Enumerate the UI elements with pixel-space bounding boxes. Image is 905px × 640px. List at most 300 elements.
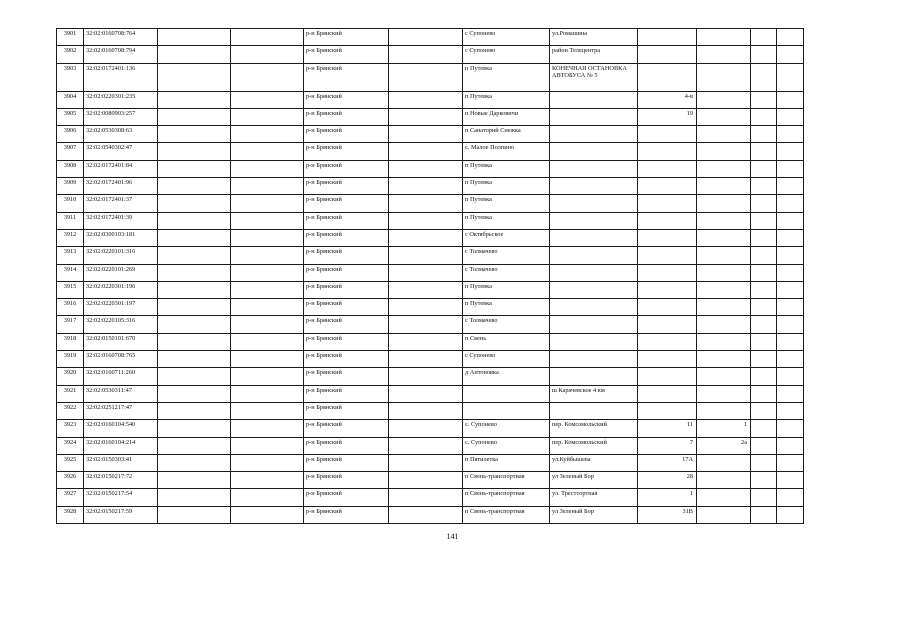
cadastral-number: 32:02:0150217:54 <box>84 489 158 506</box>
row-number: 3905 <box>57 108 84 125</box>
row-number: 3916 <box>57 299 84 316</box>
empty-cell <box>751 506 777 523</box>
empty-cell <box>751 46 777 63</box>
empty-cell <box>751 247 777 264</box>
empty-cell <box>777 264 804 281</box>
street: пер. Комсомольский <box>550 420 638 437</box>
locality: с Толмачево <box>463 316 550 333</box>
empty-cell <box>231 333 304 350</box>
empty-cell <box>751 264 777 281</box>
empty-cell <box>751 91 777 108</box>
empty-cell <box>231 489 304 506</box>
locality: с Октябрьское <box>463 229 550 246</box>
house-number: 7 <box>638 437 697 454</box>
house-number <box>638 212 697 229</box>
cadastral-number: 32:02:0251217:47 <box>84 402 158 419</box>
empty-cell <box>751 385 777 402</box>
district: р-н Брянский <box>304 212 389 229</box>
empty-cell <box>158 281 231 298</box>
street <box>550 212 638 229</box>
cadastral-number: 32:02:0220301:196 <box>84 281 158 298</box>
empty-cell <box>158 472 231 489</box>
district: р-н Брянский <box>304 29 389 46</box>
empty-cell <box>158 489 231 506</box>
row-number: 3919 <box>57 351 84 368</box>
house-number: 1 <box>638 489 697 506</box>
empty-cell <box>389 229 463 246</box>
house-number: 19 <box>638 108 697 125</box>
building-number <box>697 281 751 298</box>
building-number <box>697 160 751 177</box>
row-number: 3902 <box>57 46 84 63</box>
building-number <box>697 472 751 489</box>
row-number: 3906 <box>57 126 84 143</box>
house-number <box>638 299 697 316</box>
empty-cell <box>158 195 231 212</box>
empty-cell <box>777 91 804 108</box>
empty-cell <box>777 108 804 125</box>
empty-cell <box>777 46 804 63</box>
house-number <box>638 264 697 281</box>
empty-cell <box>751 178 777 195</box>
empty-cell <box>777 472 804 489</box>
locality: п Пятилетка <box>463 454 550 471</box>
house-number <box>638 143 697 160</box>
cadastral-number: 32:02:0172401:37 <box>84 195 158 212</box>
street <box>550 316 638 333</box>
empty-cell <box>777 454 804 471</box>
row-number: 3918 <box>57 333 84 350</box>
empty-cell <box>389 91 463 108</box>
row-number: 3903 <box>57 63 84 91</box>
cadastral-number: 32:02:0172401:39 <box>84 212 158 229</box>
empty-cell <box>389 351 463 368</box>
empty-cell <box>158 143 231 160</box>
empty-cell <box>751 143 777 160</box>
street <box>550 108 638 125</box>
empty-cell <box>389 63 463 91</box>
empty-cell <box>777 126 804 143</box>
empty-cell <box>389 299 463 316</box>
empty-cell <box>751 333 777 350</box>
house-number <box>638 195 697 212</box>
house-number <box>638 29 697 46</box>
table-row <box>57 333 804 350</box>
building-number <box>697 385 751 402</box>
empty-cell <box>751 108 777 125</box>
empty-cell <box>389 506 463 523</box>
cadastral-number: 32:02:0530308:63 <box>84 126 158 143</box>
empty-cell <box>751 29 777 46</box>
table-row <box>57 160 804 177</box>
empty-cell <box>777 351 804 368</box>
table-row <box>57 143 804 160</box>
row-number: 3924 <box>57 437 84 454</box>
empty-cell <box>777 281 804 298</box>
building-number: 1 <box>697 420 751 437</box>
cadastral-number: 32:02:0220101:269 <box>84 264 158 281</box>
house-number <box>638 333 697 350</box>
empty-cell <box>389 489 463 506</box>
cadastral-number: 32:02:0160708:765 <box>84 351 158 368</box>
row-number: 3914 <box>57 264 84 281</box>
empty-cell <box>158 368 231 385</box>
locality: с. Супонево <box>463 420 550 437</box>
empty-cell <box>231 420 304 437</box>
building-number <box>697 195 751 212</box>
empty-cell <box>231 281 304 298</box>
empty-cell <box>158 402 231 419</box>
street: ул Зеленый Бор <box>550 506 638 523</box>
table-row <box>57 195 804 212</box>
row-number: 3907 <box>57 143 84 160</box>
locality <box>463 402 550 419</box>
district: р-н Брянский <box>304 143 389 160</box>
district: р-н Брянский <box>304 385 389 402</box>
cadastral-number: 32:02:0160711:260 <box>84 368 158 385</box>
table-row <box>57 247 804 264</box>
empty-cell <box>389 420 463 437</box>
empty-cell <box>389 247 463 264</box>
empty-cell <box>158 299 231 316</box>
district: р-н Брянский <box>304 178 389 195</box>
locality: с. Малое Полпино <box>463 143 550 160</box>
table-row <box>57 264 804 281</box>
empty-cell <box>231 178 304 195</box>
empty-cell <box>158 126 231 143</box>
district: р-н Брянский <box>304 420 389 437</box>
empty-cell <box>389 126 463 143</box>
building-number <box>697 264 751 281</box>
street: ш Карачевское 4 км <box>550 385 638 402</box>
empty-cell <box>231 247 304 264</box>
district: р-н Брянский <box>304 108 389 125</box>
street: ул Зеленый Бор <box>550 472 638 489</box>
empty-cell <box>389 333 463 350</box>
row-number: 3928 <box>57 506 84 523</box>
district: р-н Брянский <box>304 126 389 143</box>
house-number: 4-в <box>638 91 697 108</box>
empty-cell <box>777 402 804 419</box>
locality: с Толмачево <box>463 247 550 264</box>
page-number: 141 <box>446 532 459 541</box>
locality: п Путевка <box>463 281 550 298</box>
empty-cell <box>751 281 777 298</box>
empty-cell <box>777 506 804 523</box>
empty-cell <box>777 333 804 350</box>
street <box>550 281 638 298</box>
row-number: 3923 <box>57 420 84 437</box>
empty-cell <box>389 385 463 402</box>
table-row <box>57 437 804 454</box>
building-number <box>697 46 751 63</box>
building-number <box>697 489 751 506</box>
empty-cell <box>389 195 463 212</box>
table-row <box>57 126 804 143</box>
building-number: 2а <box>697 437 751 454</box>
empty-cell <box>231 368 304 385</box>
district: р-н Брянский <box>304 195 389 212</box>
cadastral-number: 32:02:0160104:540 <box>84 420 158 437</box>
locality: п Свень-транспортная <box>463 472 550 489</box>
house-number <box>638 178 697 195</box>
empty-cell <box>231 402 304 419</box>
building-number <box>697 143 751 160</box>
street <box>550 299 638 316</box>
street <box>550 160 638 177</box>
cadastral-number: 32:02:0220101:316 <box>84 247 158 264</box>
building-number <box>697 351 751 368</box>
empty-cell <box>751 454 777 471</box>
table-row <box>57 108 804 125</box>
street <box>550 351 638 368</box>
locality: п Свень <box>463 333 550 350</box>
empty-cell <box>777 489 804 506</box>
building-number <box>697 368 751 385</box>
district: р-н Брянский <box>304 281 389 298</box>
empty-cell <box>158 437 231 454</box>
row-number: 3912 <box>57 229 84 246</box>
street <box>550 247 638 264</box>
empty-cell <box>751 420 777 437</box>
house-number <box>638 385 697 402</box>
street: ул.Ромашина <box>550 29 638 46</box>
empty-cell <box>751 229 777 246</box>
house-number: 31В <box>638 506 697 523</box>
empty-cell <box>158 247 231 264</box>
building-number <box>697 212 751 229</box>
cadastral-number: 32:02:0172401:96 <box>84 178 158 195</box>
table-row <box>57 454 804 471</box>
cadastral-number: 32:02:0220301:197 <box>84 299 158 316</box>
table-row <box>57 402 804 419</box>
empty-cell <box>777 316 804 333</box>
table-row <box>57 385 804 402</box>
cadastral-number: 32:02:0160104:214 <box>84 437 158 454</box>
empty-cell <box>158 385 231 402</box>
row-number: 3922 <box>57 402 84 419</box>
row-number: 3926 <box>57 472 84 489</box>
empty-cell <box>777 195 804 212</box>
street <box>550 333 638 350</box>
house-number <box>638 351 697 368</box>
district: р-н Брянский <box>304 333 389 350</box>
row-number: 3927 <box>57 489 84 506</box>
street: ул.Куйбышева <box>550 454 638 471</box>
empty-cell <box>231 63 304 91</box>
district: р-н Брянский <box>304 472 389 489</box>
table-row <box>57 506 804 523</box>
locality: с Супонево <box>463 351 550 368</box>
district: р-н Брянский <box>304 299 389 316</box>
building-number <box>697 108 751 125</box>
cadastral-number: 32:02:0160708:794 <box>84 46 158 63</box>
empty-cell <box>389 29 463 46</box>
district: р-н Брянский <box>304 437 389 454</box>
street <box>550 368 638 385</box>
empty-cell <box>389 46 463 63</box>
empty-cell <box>231 385 304 402</box>
row-number: 3921 <box>57 385 84 402</box>
building-number <box>697 402 751 419</box>
empty-cell <box>231 316 304 333</box>
district: р-н Брянский <box>304 489 389 506</box>
empty-cell <box>158 351 231 368</box>
locality: с Супонево <box>463 29 550 46</box>
building-number <box>697 63 751 91</box>
empty-cell <box>751 195 777 212</box>
empty-cell <box>158 333 231 350</box>
locality: с. Супонево <box>463 437 550 454</box>
cadastral-number: 32:02:0172401:136 <box>84 63 158 91</box>
cadastral-number: 32:02:0220105:316 <box>84 316 158 333</box>
cadastral-number: 32:02:0220301:235 <box>84 91 158 108</box>
district: р-н Брянский <box>304 46 389 63</box>
empty-cell <box>751 489 777 506</box>
empty-cell <box>158 29 231 46</box>
empty-cell <box>158 160 231 177</box>
house-number <box>638 402 697 419</box>
row-number: 3908 <box>57 160 84 177</box>
empty-cell <box>389 212 463 229</box>
street <box>550 178 638 195</box>
table-row <box>57 368 804 385</box>
row-number: 3904 <box>57 91 84 108</box>
empty-cell <box>751 63 777 91</box>
table-row <box>57 212 804 229</box>
empty-cell <box>231 437 304 454</box>
locality: п Новые Дарковичи <box>463 108 550 125</box>
table-row <box>57 229 804 246</box>
cadastral-number: 32:02:0150303:41 <box>84 454 158 471</box>
empty-cell <box>231 299 304 316</box>
cadastral-table <box>56 28 804 524</box>
empty-cell <box>231 91 304 108</box>
empty-cell <box>777 160 804 177</box>
table-row <box>57 91 804 108</box>
locality: с Толмачево <box>463 264 550 281</box>
row-number: 3901 <box>57 29 84 46</box>
locality: д Антоновка <box>463 368 550 385</box>
cadastral-number: 32:02:0160708:764 <box>84 29 158 46</box>
row-number: 3911 <box>57 212 84 229</box>
cadastral-number: 32:02:0150217:72 <box>84 472 158 489</box>
empty-cell <box>389 281 463 298</box>
empty-cell <box>231 160 304 177</box>
street <box>550 143 638 160</box>
empty-cell <box>231 126 304 143</box>
empty-cell <box>231 506 304 523</box>
district: р-н Брянский <box>304 160 389 177</box>
street <box>550 126 638 143</box>
empty-cell <box>231 454 304 471</box>
empty-cell <box>231 195 304 212</box>
street: КОНЕЧНАЯ ОСТАНОВКА АВТОБУСА № 5 <box>550 63 638 91</box>
street: ул. Трестсортная <box>550 489 638 506</box>
empty-cell <box>751 299 777 316</box>
cadastral-number: 32:02:0540302:47 <box>84 143 158 160</box>
empty-cell <box>777 247 804 264</box>
house-number <box>638 126 697 143</box>
table-row <box>57 46 804 63</box>
empty-cell <box>777 178 804 195</box>
locality: п Свень-транспортная <box>463 506 550 523</box>
empty-cell <box>158 91 231 108</box>
table-row <box>57 63 804 91</box>
building-number <box>697 29 751 46</box>
locality: с Супонево <box>463 46 550 63</box>
empty-cell <box>158 178 231 195</box>
row-number: 3913 <box>57 247 84 264</box>
empty-cell <box>751 212 777 229</box>
building-number <box>697 299 751 316</box>
table-row <box>57 281 804 298</box>
empty-cell <box>231 472 304 489</box>
table-row <box>57 472 804 489</box>
empty-cell <box>158 229 231 246</box>
cadastral-number: 32:02:0080903:257 <box>84 108 158 125</box>
table-row <box>57 299 804 316</box>
house-number <box>638 63 697 91</box>
street <box>550 91 638 108</box>
locality: п Путевка <box>463 299 550 316</box>
empty-cell <box>751 316 777 333</box>
table-row <box>57 178 804 195</box>
cadastral-number: 32:02:0150217:59 <box>84 506 158 523</box>
empty-cell <box>751 368 777 385</box>
table-row <box>57 29 804 46</box>
empty-cell <box>751 351 777 368</box>
empty-cell <box>389 472 463 489</box>
empty-cell <box>389 454 463 471</box>
cadastral-number: 32:02:0172401:84 <box>84 160 158 177</box>
building-number <box>697 229 751 246</box>
empty-cell <box>777 299 804 316</box>
empty-cell <box>231 264 304 281</box>
row-number: 3915 <box>57 281 84 298</box>
street: пер. Комсомольский <box>550 437 638 454</box>
empty-cell <box>389 108 463 125</box>
empty-cell <box>158 46 231 63</box>
empty-cell <box>158 420 231 437</box>
empty-cell <box>158 63 231 91</box>
building-number <box>697 91 751 108</box>
empty-cell <box>777 368 804 385</box>
house-number <box>638 229 697 246</box>
empty-cell <box>751 472 777 489</box>
empty-cell <box>158 316 231 333</box>
empty-cell <box>777 437 804 454</box>
empty-cell <box>158 506 231 523</box>
district: р-н Брянский <box>304 264 389 281</box>
locality: п Путевка <box>463 91 550 108</box>
empty-cell <box>751 160 777 177</box>
empty-cell <box>751 437 777 454</box>
locality: п Путевка <box>463 212 550 229</box>
empty-cell <box>158 108 231 125</box>
district: р-н Брянский <box>304 247 389 264</box>
empty-cell <box>389 368 463 385</box>
empty-cell <box>389 437 463 454</box>
house-number <box>638 247 697 264</box>
cadastral-number: 32:02:0530311:47 <box>84 385 158 402</box>
street <box>550 264 638 281</box>
empty-cell <box>231 212 304 229</box>
empty-cell <box>231 351 304 368</box>
locality: п Санаторий Снежка <box>463 126 550 143</box>
building-number <box>697 506 751 523</box>
street: район Телецентра <box>550 46 638 63</box>
